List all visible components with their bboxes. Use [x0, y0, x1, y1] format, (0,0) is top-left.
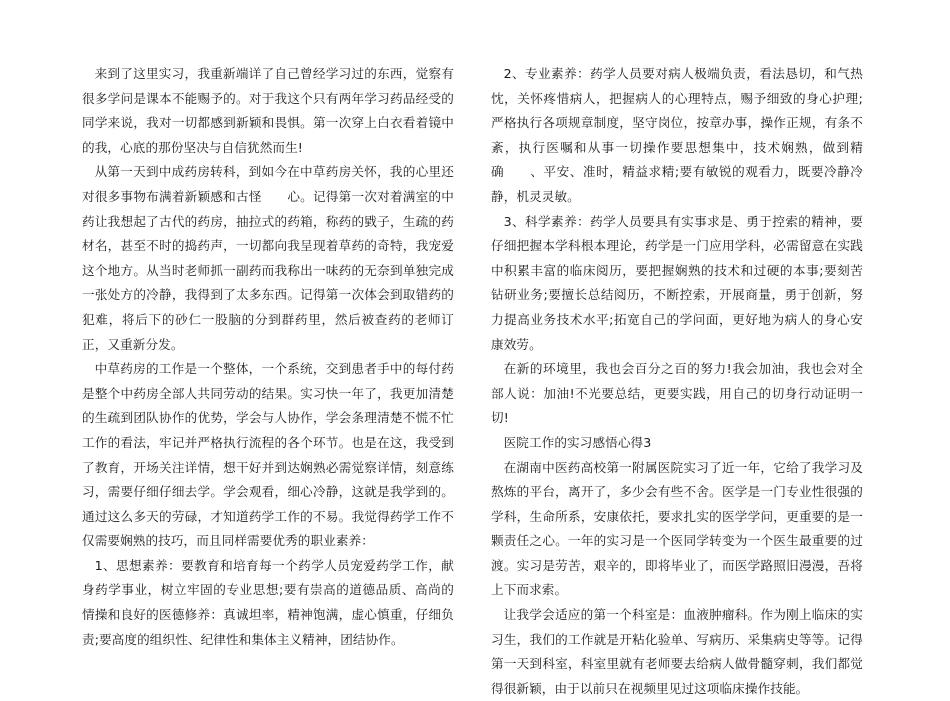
paragraph: 从第一天到中成药房转科，到如今在中草药房关怀，我的心里还对很多事物布满着新颖感和古怪 心。记得第一次对着满室的中药让我想起了古代的药房，抽拉式的药箱，称药的戥子，生疏的药材名，甚至不时的捣药声，一切都向我呈现着草药的奇特，我宠爱这个地方。从当时老师抓一副药而我称出一味药的无奈到单独完成一张处方的冷静，我得到了太多东西。记得第一次体会到取错药的犯难，将后下的砂仁一股脑的分到群药里，然后被查药的老师订正，又重新分发。: [82, 164, 454, 352]
paragraph: 让我学会适应的第一个科室是：血液肿瘤科。作为刚上临床的实习生，我们的工作就是开粘化验单、写病历、采集病史等等。记得第一天到科室，科室里就有老师要去给病人做骨髓穿刺，我们都觉得很新颖，由于以前只在视频里见过这项临床操作技能。: [491, 607, 863, 696]
paragraph: 在湖南中医药高校第一附属医院实习了近一年，它给了我学习及熬炼的平台，离开了，多少会有些不舍。医学是一门专业性很强的学科，生命所系，安康依托，要求扎实的医学学问，更重要的是一颗责任之心。一年的实习是一个医同学转变为一个医生最重要的过渡。实习是劳苦，艰辛的，即将毕业了，而医学路照旧漫漫，吾将上下而求索。: [491, 459, 863, 598]
paragraph: 中草药房的工作是一个整体，一个系统，交到患者手中的每付药是整个中药房全部人共同劳动的结果。实习快一年了，我更加清楚的生疏到团队协作的优势，学会与人协作，学会条理清楚不慌不忙工作的看法，牢记并严格执行流程的各个环节。也是在这，我受到了教育，开场关注详情，想干好并到达娴熟必需觉察详情，刻意练习，需要仔细仔细去学。学会观看，细心冷静，这就是我学到的。通过这么多天的劳碌，才知道药学工作的不易。我觉得药学工作不仅需要娴熟的技巧，而且同样需要优秀的职业素养：: [82, 361, 454, 549]
paragraph: 1、思想素养：要教育和培育每一个药学人员宠爱药学工作，献身药学事业，树立牢固的专业思想;要有崇高的道德品质、高尚的情操和良好的医德修养：真诚坦率，精神饱满，虚心慎重，仔细负责;要高度的组织性、纪律性和集体主义精神，团结协作。: [82, 557, 454, 647]
left-column: [82, 62, 454, 652]
paragraph: 来到了这里实习，我重新端详了自己曾经学习过的东西，觉察有很多学问是课本不能赐予的。对于我这个只有两年学习药品经受的同学来说，我对一切都感到新颖和畏惧。第一次穿上白衣看着镜中的我，心底的那份坚决与自信犹然而生!: [82, 66, 454, 155]
right-column: [491, 62, 863, 701]
paragraph: 在新的环境里，我也会百分之百的努力!我会加油，我也会对全部人说：加油!不光要总结，更要实践，用自己的切身行动证明一切!: [491, 361, 863, 426]
section-heading: 医院工作的实习感悟心得3: [503, 434, 652, 450]
paragraph: 2、专业素养：药学人员要对病人极端负责，看法恳切，和气热忱，关怀疼惜病人，把握病人的心理特点，赐予细致的身心护理;严格执行各项规章制度，坚守岗位，按章办事，操作正规，有条不紊，执行医嘱和从事一切操作要思想集中，技术娴熟，做到精确 、平安、准时，精益求精;要有敏锐的观看力，既要冷静冷静，机灵灵敏。: [491, 66, 863, 204]
paragraph: 3、科学素养：药学人员要具有实事求是、勇于控索的精神，要仔细把握本学科根本理论，药学是一门应用学科，必需留意在实践中积累丰富的临床阅历，要把握娴熟的技术和过硬的本事;要刻苦钻研业务;要擅长总结阅历，不断控索，开展商量，勇于创新，努力提高业务技术水平;拓宽自己的学问面，更好地为病人的身心安康效劳。: [491, 213, 863, 352]
